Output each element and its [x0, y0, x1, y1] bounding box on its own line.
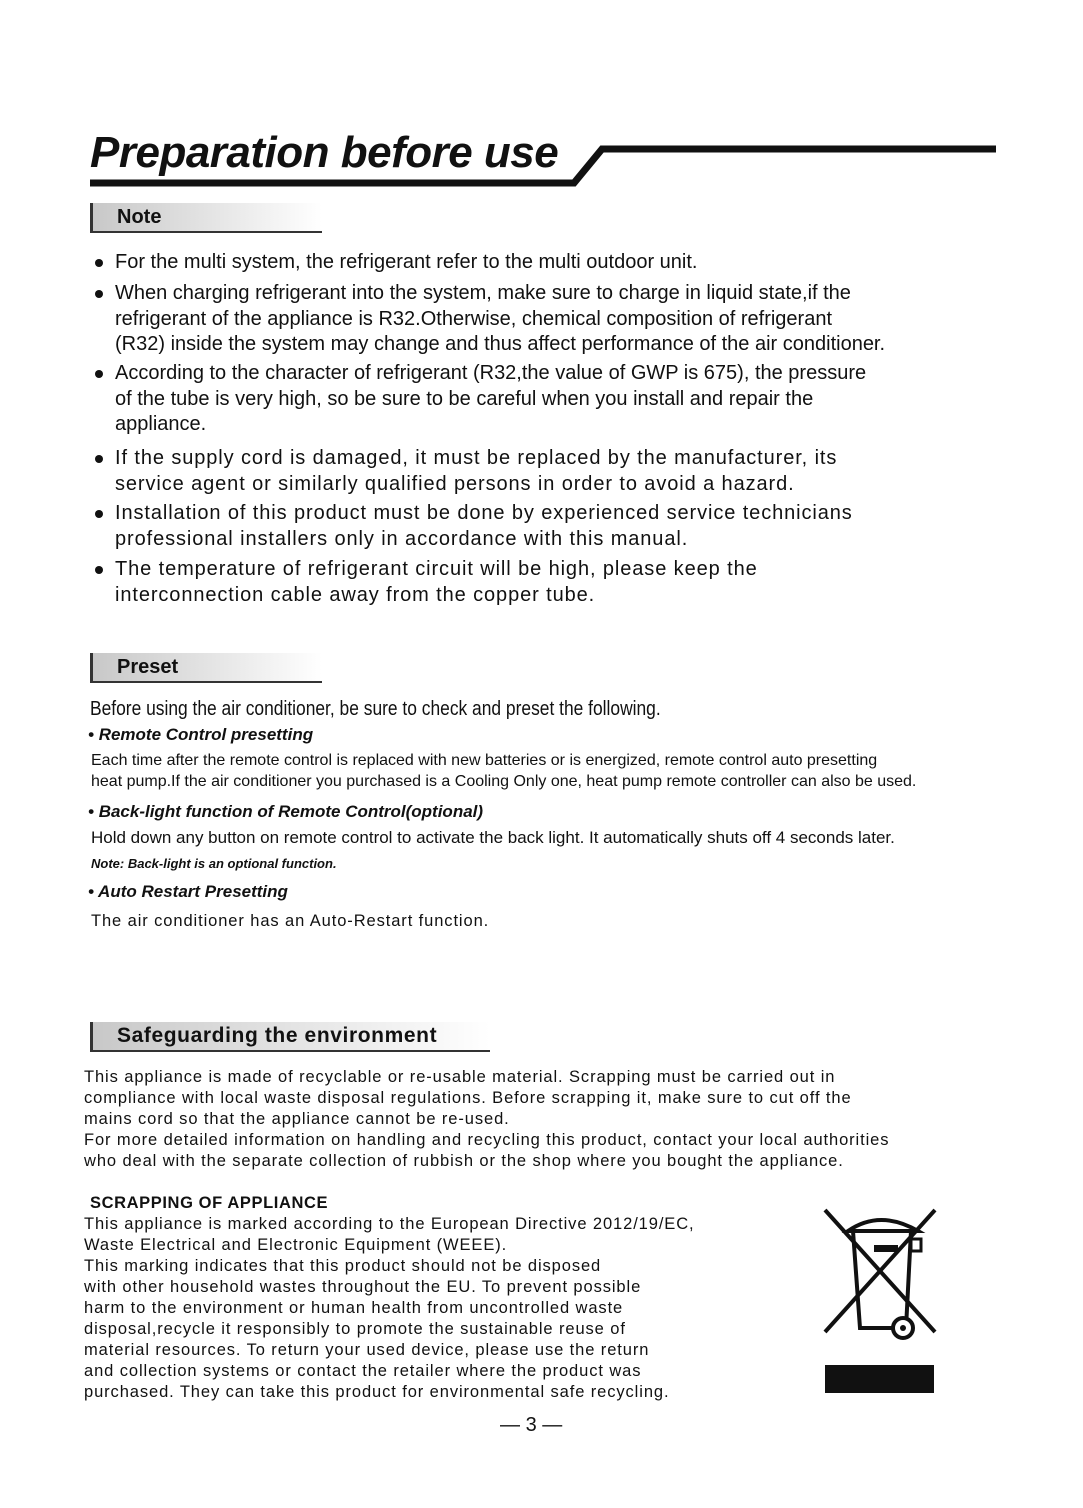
bullet-icon — [95, 290, 103, 298]
scrap-line: purchased. They can take this product for environmental safe recycling. — [84, 1383, 670, 1401]
note-heading: Note — [90, 203, 322, 233]
note-item — [90, 361, 866, 438]
scrap-line: and collection systems or contact the retailer where the product was — [84, 1362, 642, 1380]
weee-crossed-bin-icon — [820, 1205, 940, 1395]
auto-restart-title: • Auto Restart Presetting — [88, 882, 288, 901]
env-line: This appliance is made of recyclable or re-usable material. Scrapping must be carried out in — [84, 1068, 836, 1086]
backlight-note: Note: Back-light is an optional function. — [91, 856, 337, 871]
env-line: who deal with the separate collection of rubbish or the shop where you bought the appliance. — [84, 1152, 844, 1170]
note-line: According to the character of refrigerant (R32,the value of GWP is 675), the pressure — [115, 362, 867, 384]
note-line: appliance. — [115, 413, 207, 435]
preset-intro: Before using the air conditioner, be sure to check and preset the following. — [90, 698, 661, 720]
note-item — [90, 250, 697, 276]
env-line: compliance with local waste disposal regulations. Before scrapping it, make sure to cut off the — [84, 1089, 852, 1107]
note-line: refrigerant of the appliance is R32.Otherwise, chemical composition of refrigerant — [115, 307, 833, 330]
backlight-text: Hold down any button on remote control to activate the back light. It automatically shuts off 4 seconds later. — [91, 828, 895, 847]
note-line: Installation of this product must be done by experienced service technicians — [115, 502, 853, 524]
scrapping-text — [84, 1214, 695, 1403]
backlight-title: • Back-light function of Remote Control(optional) — [88, 802, 484, 821]
bullet-icon — [95, 455, 103, 463]
note-line: (R32) inside the system may change and thus affect performance of the air conditioner. — [115, 333, 886, 355]
remote-line: heat pump.If the air conditioner you purchased is a Cooling Only one, heat pump remote controller can also be used. — [91, 773, 917, 790]
scrapping-heading: SCRAPPING OF APPLIANCE — [90, 1194, 329, 1212]
note-line: If the supply cord is damaged, it must be replaced by the manufacturer, its — [115, 447, 838, 469]
page-title: Preparation before use — [90, 128, 559, 177]
environment-heading: Safeguarding the environment — [90, 1022, 490, 1052]
page-number: — 3 — — [500, 1414, 563, 1436]
scrap-line: material resources. To return your used device, please use the return — [84, 1341, 650, 1359]
remote-control-presetting-title: • Remote Control presetting — [88, 725, 314, 744]
bullet-icon — [95, 370, 103, 378]
note-line: interconnection cable away from the copper tube. — [115, 583, 596, 606]
note-line: When charging refrigerant into the system, make sure to charge in liquid state,if the — [115, 282, 851, 304]
scrap-line: This marking indicates that this product should not be disposed — [84, 1257, 602, 1275]
page-number-value: 3 — [525, 1414, 537, 1436]
backlight-title-text: Back-light function of Remote Control(optional) — [98, 802, 484, 821]
scrap-line: harm to the environment or human health from uncontrolled waste — [84, 1299, 624, 1317]
scrap-line: This appliance is marked according to the European Directive 2012/19/EC, — [84, 1215, 695, 1233]
scrap-line: disposal,recycle it responsibly to promote the sustainable reuse of — [84, 1320, 626, 1338]
env-line: For more detailed information on handling and recycling this product, contact your local authorities — [84, 1131, 890, 1149]
note-line: service agent or similarly qualified persons in order to avoid a hazard. — [115, 472, 795, 495]
scrap-line: Waste Electrical and Electronic Equipment (WEEE). — [84, 1236, 508, 1254]
remote-line: Each time after the remote control is replaced with new batteries or is energized, remote control auto presetting — [91, 752, 878, 769]
note-item — [90, 557, 758, 608]
restart-title-text: Auto Restart Presetting — [98, 882, 288, 901]
env-line: mains cord so that the appliance cannot be re-used. — [84, 1110, 510, 1128]
note-line: professional installers only in accordance with this manual. — [115, 527, 689, 550]
note-line: The temperature of refrigerant circuit will be high, please keep the — [115, 558, 758, 580]
bullet-icon — [95, 259, 103, 267]
title-underline — [0, 0, 1083, 200]
auto-restart-text: The air conditioner has an Auto-Restart function. — [91, 912, 490, 930]
bullet-icon — [95, 510, 103, 518]
scrap-line: with other household wastes throughout the EU. To prevent possible — [84, 1278, 642, 1296]
note-line: of the tube is very high, so be sure to be careful when you install and repair the — [115, 387, 814, 410]
remote-title-text: Remote Control presetting — [98, 725, 314, 744]
note-item — [90, 501, 853, 552]
environment-text — [84, 1067, 889, 1172]
preset-heading: Preset — [90, 653, 322, 683]
bullet-icon — [95, 566, 103, 574]
note-item — [90, 281, 885, 358]
note-line: For the multi system, the refrigerant refer to the multi outdoor unit. — [115, 251, 698, 273]
note-item — [90, 446, 837, 497]
